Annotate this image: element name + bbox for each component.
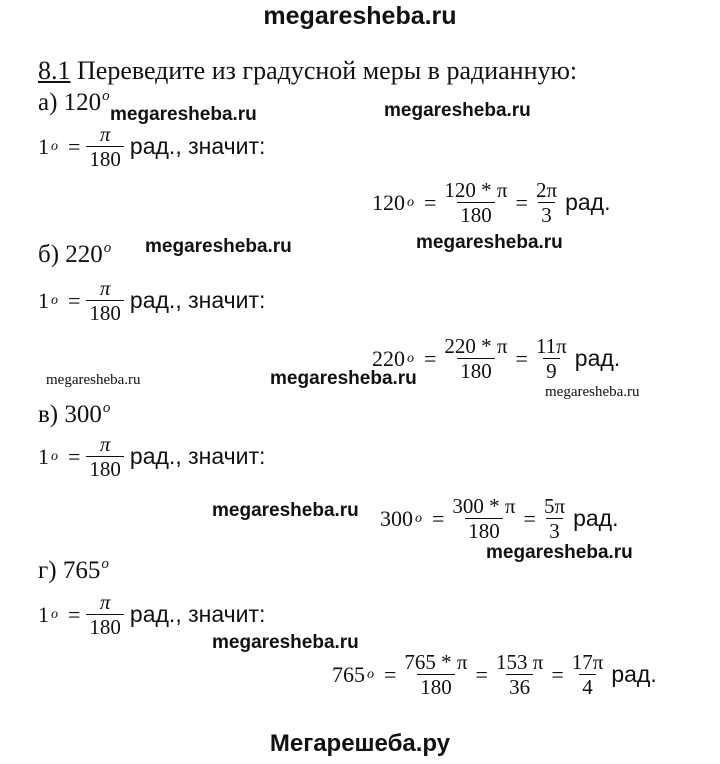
result-fraction: $\frac{17\pi}{4}$ bbox=[571, 650, 604, 699]
expansion-fraction: $\frac{120 * \pi}{180}$ bbox=[444, 178, 508, 227]
watermark: megaresheba.ru bbox=[384, 100, 531, 121]
intermediate-fraction: $\frac{153 \pi}{36}$ bbox=[495, 650, 544, 699]
equals: = bbox=[432, 505, 445, 531]
degree-sign: o bbox=[101, 556, 109, 572]
equals: = bbox=[68, 133, 81, 159]
pi-over-180-fraction: $\frac{\pi}{180}$ bbox=[86, 590, 124, 639]
watermark-small: megaresheba.ru bbox=[545, 384, 640, 400]
watermark: megaresheba.ru bbox=[145, 236, 292, 257]
part-b-label bbox=[38, 240, 111, 269]
task-number: 8.1 bbox=[38, 56, 71, 85]
part-d-result bbox=[332, 650, 657, 699]
degree-value: 220 bbox=[372, 345, 405, 371]
equals: = bbox=[523, 505, 536, 531]
one: 1 bbox=[38, 287, 49, 313]
part-degree: 300 bbox=[64, 401, 102, 428]
equals: = bbox=[515, 189, 528, 215]
rad-sentence: рад., значит: bbox=[129, 287, 266, 313]
degree-sign: o bbox=[102, 88, 110, 104]
degree-sign: o bbox=[407, 350, 414, 366]
result-fraction: $\frac{2\pi}{3}$ bbox=[535, 178, 558, 227]
equals: = bbox=[551, 661, 564, 687]
degree-sign: o bbox=[367, 666, 374, 682]
degree-sign: o bbox=[51, 138, 58, 154]
part-c-label bbox=[38, 400, 110, 429]
part-d-label bbox=[38, 556, 109, 585]
degree-sign: o bbox=[407, 194, 414, 210]
degree-sign: o bbox=[102, 400, 111, 416]
equals: = bbox=[68, 443, 81, 469]
part-degree: 220 bbox=[65, 241, 103, 268]
part-letter: б) bbox=[38, 241, 60, 268]
site-header: megaresheba.ru bbox=[263, 2, 457, 30]
watermark: megaresheba.ru bbox=[110, 104, 257, 125]
equals: = bbox=[475, 661, 488, 687]
watermark: megaresheba.ru bbox=[270, 368, 417, 389]
degree-sign: o bbox=[51, 606, 58, 622]
pi-over-180-fraction: $\frac{\pi}{180}$ bbox=[86, 276, 124, 325]
part-a-identity bbox=[38, 122, 265, 171]
equals: = bbox=[68, 287, 81, 313]
equals: = bbox=[68, 601, 81, 627]
watermark: megaresheba.ru bbox=[212, 500, 359, 521]
part-degree: 120 bbox=[63, 89, 102, 116]
degree-sign: o bbox=[51, 292, 58, 308]
result-fraction: $\frac{11\pi}{9}$ bbox=[535, 334, 567, 383]
one: 1 bbox=[38, 443, 49, 469]
degree-value: 300 bbox=[380, 505, 413, 531]
rad-sentence: рад., значит: bbox=[129, 133, 266, 159]
equals: = bbox=[424, 189, 437, 215]
rad-unit: рад. bbox=[565, 189, 611, 215]
equals: = bbox=[424, 345, 437, 371]
degree-sign: o bbox=[103, 240, 112, 256]
task-text: Переведите из градусной меры в радианную: bbox=[77, 56, 578, 85]
degree-sign: o bbox=[415, 510, 422, 526]
part-letter: в) bbox=[38, 401, 59, 428]
part-letter: г) bbox=[38, 557, 57, 584]
watermark: megaresheba.ru bbox=[486, 542, 633, 563]
expansion-fraction: $\frac{765 * \pi}{180}$ bbox=[404, 650, 468, 699]
watermark: megaresheba.ru bbox=[212, 632, 359, 653]
pi-over-180-fraction: $\frac{\pi}{180}$ bbox=[86, 122, 124, 171]
watermark: megaresheba.ru bbox=[416, 232, 563, 253]
task-title bbox=[38, 56, 577, 86]
rad-sentence: рад., значит: bbox=[129, 601, 266, 627]
part-c-result bbox=[380, 494, 618, 543]
rad-unit: рад. bbox=[574, 345, 621, 371]
rad-sentence: рад., значит: bbox=[129, 443, 266, 469]
part-c-identity bbox=[38, 432, 265, 481]
rad-unit: рад. bbox=[611, 661, 657, 687]
one: 1 bbox=[38, 601, 49, 627]
part-a-label bbox=[38, 88, 110, 117]
equals: = bbox=[515, 345, 528, 371]
part-a-result bbox=[372, 178, 610, 227]
result-fraction: $\frac{5\pi}{3}$ bbox=[543, 494, 566, 543]
equals: = bbox=[384, 661, 397, 687]
site-footer: Мегарешеба.ру bbox=[269, 730, 451, 757]
part-b-identity bbox=[38, 276, 265, 325]
watermark-small: megaresheba.ru bbox=[46, 372, 141, 388]
rad-unit: рад. bbox=[573, 505, 619, 531]
degree-value: 765 bbox=[332, 661, 365, 687]
part-letter: а) bbox=[38, 89, 58, 116]
degree-value: 120 bbox=[372, 189, 405, 215]
expansion-fraction: $\frac{220 * \pi}{180}$ bbox=[444, 334, 508, 383]
expansion-fraction: $\frac{300 * \pi}{180}$ bbox=[452, 494, 516, 543]
one: 1 bbox=[38, 133, 49, 159]
pi-over-180-fraction: $\frac{\pi}{180}$ bbox=[86, 432, 124, 481]
part-degree: 765 bbox=[62, 557, 101, 584]
degree-sign: o bbox=[51, 448, 58, 464]
